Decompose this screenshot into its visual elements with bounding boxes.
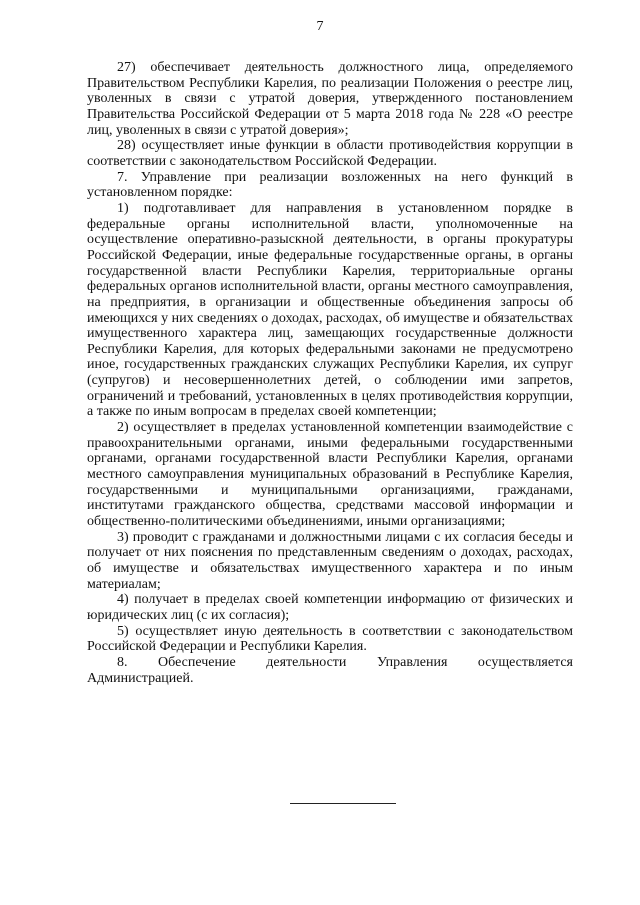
paragraph-subitem-4: 4) получает в пределах своей компетенции информацию от физических и юридических лиц (с их согласия); <box>87 592 573 623</box>
paragraph-section-7: 7. Управление при реализации возложенных на него функций в установленном порядке: <box>87 169 573 201</box>
end-separator-line <box>290 803 396 804</box>
paragraph-item-28: 28) осуществляет иные функции в области противодействия коррупции в соответствии с законодательством Российской Федерации. <box>87 138 573 169</box>
paragraph-subitem-1: 1) подготавливает для направления в установленном порядке в федеральные органы исполнительной власти, уполномоченные на осуществление оперативно-разыскной деятельности, в органы прокуратуры Российской Федерации, иные федеральные государственные органы, в органы государственной власти Республики Карелия, территориальные органы федеральных органов исполнительной власти, органы местного самоуправления, на предприятия, в организации и общественные объединения запросы об имеющихся у них сведениях о доходах, расходах, об имуществе и обязательствах имущественного характера лиц, замещающих государственные должности Республики Карелия, для которых федеральными законами не предусмотрено иное, государственных гражданских служащих Республики Карелия, их супруг (супругов) и несовершеннолетних детей, о соблюдении ими запретов, ограничений и требований, установленных в целях противодействия коррупции, а также по иным вопросам в пределах своей компетенции; <box>87 200 573 420</box>
paragraph-subitem-3: 3) проводит с гражданами и должностными лицами с их согласия беседы и получает от них пояснения по представленным сведениям о доходах, расходах, об имуществе и обязательствах имущественного характера и по иным материалам; <box>87 529 573 592</box>
paragraph-section-8: 8. Обеспечение деятельности Управления осуществляется Администрацией. <box>87 654 573 686</box>
page-number: 7 <box>316 19 324 34</box>
document-body <box>87 60 573 686</box>
paragraph-subitem-2: 2) осуществляет в пределах установленной компетенции взаимодействие с правоохранительными органами, иными федеральными государственными органами, органами государственной власти Республики Карелия, органами местного самоуправления муниципальных образований в Республике Карелия, государственными и муниципальными организациями, гражданами, институтами гражданского общества, средствами массовой информации и общественно-политическими объединениями, иными организациями; <box>87 420 573 530</box>
paragraph-subitem-5: 5) осуществляет иную деятельность в соответствии с законодательством Российской Федерации и Республики Карелия. <box>87 623 573 655</box>
paragraph-item-27: 27) обеспечивает деятельность должностного лица, определяемого Правительством Республики Карелия, по реализации Положения о реестре лиц, уволенных в связи с утратой доверия, утвержденного постановлением Правительства Российской Федерации от 5 марта 2018 года № 228 «О реестре лиц, уволенных в связи с утратой доверия»; <box>87 60 573 138</box>
